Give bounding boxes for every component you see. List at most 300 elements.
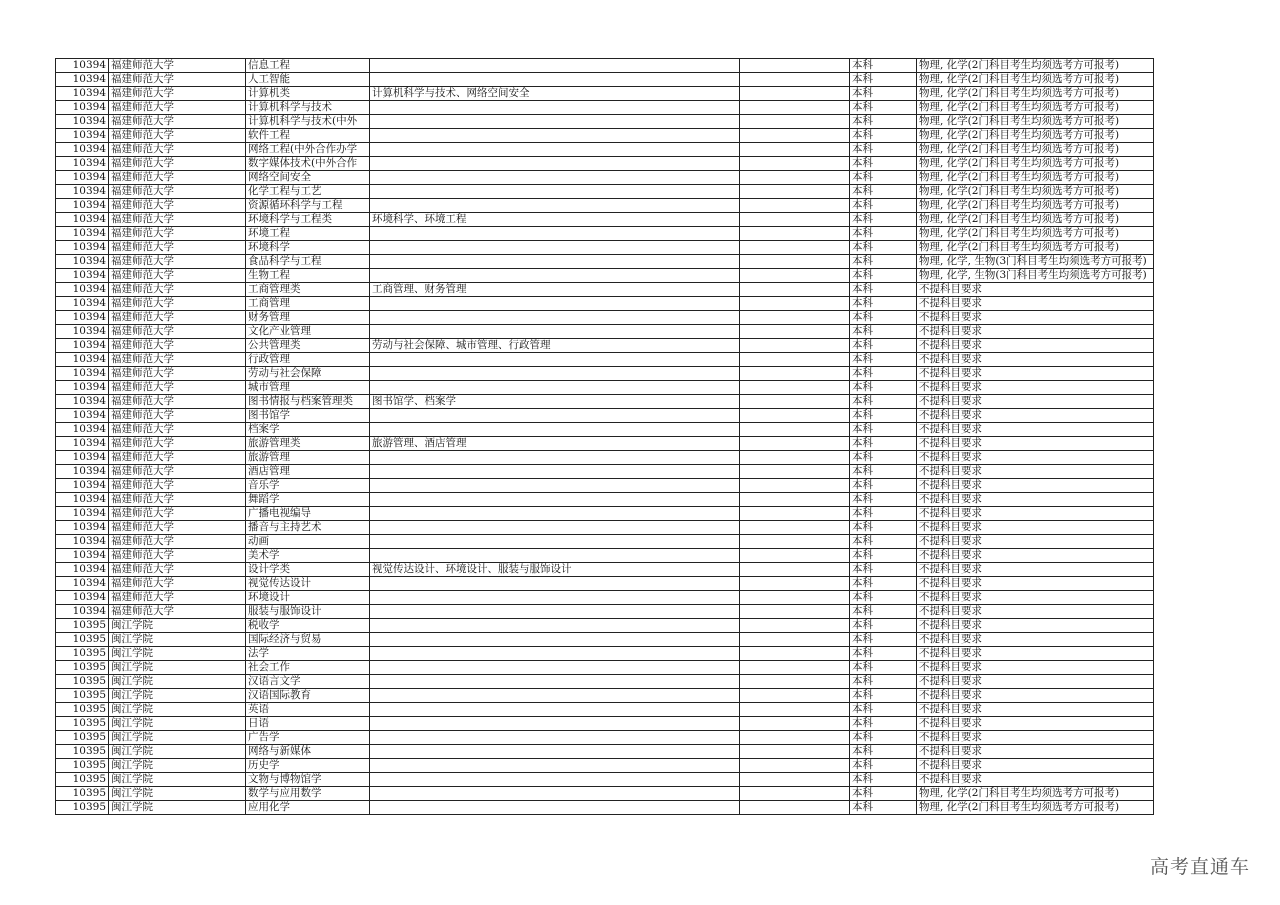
- table-row: [56, 143, 1154, 157]
- major-name-cell: 酒店管理: [246, 465, 370, 479]
- major-name-cell: 计算机科学与技术: [246, 101, 370, 115]
- major-name-cell: 文物与博物馆学: [246, 773, 370, 787]
- school-code-cell: 10394: [56, 591, 109, 605]
- included-majors-cell: [370, 703, 740, 717]
- table-row: [56, 731, 1154, 745]
- level-cell: 本科: [850, 143, 917, 157]
- table-row: [56, 451, 1154, 465]
- major-name-cell: 环境科学: [246, 241, 370, 255]
- level-cell: 本科: [850, 101, 917, 115]
- notes-cell: [740, 339, 850, 353]
- notes-cell: [740, 367, 850, 381]
- included-majors-cell: [370, 521, 740, 535]
- included-majors-cell: [370, 115, 740, 129]
- school-code-cell: 10394: [56, 227, 109, 241]
- school-name-cell: 福建师范大学: [109, 521, 246, 535]
- included-majors-cell: 旅游管理、酒店管理: [370, 437, 740, 451]
- school-code-cell: 10394: [56, 73, 109, 87]
- subject-requirement-cell: 不提科目要求: [917, 311, 1154, 325]
- notes-cell: [740, 521, 850, 535]
- notes-cell: [740, 255, 850, 269]
- table-row: [56, 339, 1154, 353]
- level-cell: 本科: [850, 297, 917, 311]
- table-row: [56, 395, 1154, 409]
- level-cell: 本科: [850, 59, 917, 73]
- subject-requirement-cell: 不提科目要求: [917, 731, 1154, 745]
- included-majors-cell: [370, 605, 740, 619]
- notes-cell: [740, 143, 850, 157]
- notes-cell: [740, 101, 850, 115]
- subject-requirement-cell: 不提科目要求: [917, 759, 1154, 773]
- level-cell: 本科: [850, 227, 917, 241]
- major-name-cell: 汉语国际教育: [246, 689, 370, 703]
- level-cell: 本科: [850, 535, 917, 549]
- major-name-cell: 计算机科学与技术(中外: [246, 115, 370, 129]
- school-name-cell: 福建师范大学: [109, 535, 246, 549]
- included-majors-cell: [370, 199, 740, 213]
- notes-cell: [740, 129, 850, 143]
- included-majors-cell: [370, 591, 740, 605]
- notes-cell: [740, 409, 850, 423]
- notes-cell: [740, 479, 850, 493]
- subject-requirement-cell: 不提科目要求: [917, 437, 1154, 451]
- school-code-cell: 10394: [56, 465, 109, 479]
- notes-cell: [740, 269, 850, 283]
- school-code-cell: 10394: [56, 311, 109, 325]
- school-code-cell: 10394: [56, 129, 109, 143]
- school-code-cell: 10394: [56, 549, 109, 563]
- subject-requirement-cell: 不提科目要求: [917, 423, 1154, 437]
- school-code-cell: 10394: [56, 605, 109, 619]
- school-name-cell: 福建师范大学: [109, 241, 246, 255]
- table-row: [56, 703, 1154, 717]
- major-name-cell: 数学与应用数学: [246, 787, 370, 801]
- notes-cell: [740, 619, 850, 633]
- notes-cell: [740, 437, 850, 451]
- major-name-cell: 环境设计: [246, 591, 370, 605]
- major-name-cell: 播音与主持艺术: [246, 521, 370, 535]
- notes-cell: [740, 199, 850, 213]
- notes-cell: [740, 325, 850, 339]
- included-majors-cell: [370, 171, 740, 185]
- school-name-cell: 闽江学院: [109, 759, 246, 773]
- included-majors-cell: 工商管理、财务管理: [370, 283, 740, 297]
- level-cell: 本科: [850, 87, 917, 101]
- table-row: [56, 563, 1154, 577]
- school-code-cell: 10394: [56, 297, 109, 311]
- school-code-cell: 10394: [56, 59, 109, 73]
- major-name-cell: 设计学类: [246, 563, 370, 577]
- subject-requirement-cell: 物理, 化学(2门科目考生均须选考方可报考): [917, 157, 1154, 171]
- included-majors-cell: [370, 311, 740, 325]
- level-cell: 本科: [850, 633, 917, 647]
- school-name-cell: 福建师范大学: [109, 409, 246, 423]
- school-name-cell: 福建师范大学: [109, 451, 246, 465]
- subject-requirement-cell: 物理, 化学(2门科目考生均须选考方可报考): [917, 129, 1154, 143]
- table-row: [56, 171, 1154, 185]
- school-name-cell: 闽江学院: [109, 675, 246, 689]
- school-name-cell: 福建师范大学: [109, 381, 246, 395]
- level-cell: 本科: [850, 591, 917, 605]
- level-cell: 本科: [850, 353, 917, 367]
- school-code-cell: 10395: [56, 689, 109, 703]
- notes-cell: [740, 157, 850, 171]
- major-name-cell: 劳动与社会保障: [246, 367, 370, 381]
- notes-cell: [740, 115, 850, 129]
- level-cell: 本科: [850, 773, 917, 787]
- subject-requirement-cell: 不提科目要求: [917, 395, 1154, 409]
- school-code-cell: 10395: [56, 703, 109, 717]
- table-row: [56, 773, 1154, 787]
- included-majors-cell: [370, 801, 740, 815]
- subject-requirement-cell: 不提科目要求: [917, 353, 1154, 367]
- subject-requirement-cell: 不提科目要求: [917, 451, 1154, 465]
- subject-requirement-cell: 不提科目要求: [917, 647, 1154, 661]
- notes-cell: [740, 241, 850, 255]
- included-majors-cell: [370, 549, 740, 563]
- school-code-cell: 10395: [56, 801, 109, 815]
- school-code-cell: 10394: [56, 157, 109, 171]
- included-majors-cell: [370, 367, 740, 381]
- subject-requirement-cell: 物理, 化学(2门科目考生均须选考方可报考): [917, 59, 1154, 73]
- notes-cell: [740, 171, 850, 185]
- major-name-cell: 软件工程: [246, 129, 370, 143]
- major-name-cell: 财务管理: [246, 311, 370, 325]
- table-row: [56, 801, 1154, 815]
- school-name-cell: 福建师范大学: [109, 227, 246, 241]
- table-row: [56, 381, 1154, 395]
- subject-requirement-cell: 不提科目要求: [917, 325, 1154, 339]
- notes-cell: [740, 675, 850, 689]
- level-cell: 本科: [850, 479, 917, 493]
- subject-requirement-cell: 不提科目要求: [917, 479, 1154, 493]
- notes-cell: [740, 535, 850, 549]
- school-name-cell: 福建师范大学: [109, 493, 246, 507]
- included-majors-cell: [370, 381, 740, 395]
- major-name-cell: 广播电视编导: [246, 507, 370, 521]
- subject-requirement-cell: 不提科目要求: [917, 549, 1154, 563]
- included-majors-cell: [370, 143, 740, 157]
- level-cell: 本科: [850, 801, 917, 815]
- subject-requirement-cell: 不提科目要求: [917, 283, 1154, 297]
- subject-requirement-cell: 不提科目要求: [917, 339, 1154, 353]
- level-cell: 本科: [850, 437, 917, 451]
- level-cell: 本科: [850, 311, 917, 325]
- table-row: [56, 227, 1154, 241]
- school-code-cell: 10394: [56, 185, 109, 199]
- notes-cell: [740, 801, 850, 815]
- included-majors-cell: [370, 241, 740, 255]
- included-majors-cell: [370, 451, 740, 465]
- school-code-cell: 10394: [56, 101, 109, 115]
- major-name-cell: 社会工作: [246, 661, 370, 675]
- subject-requirement-cell: 不提科目要求: [917, 367, 1154, 381]
- included-majors-cell: 图书馆学、档案学: [370, 395, 740, 409]
- level-cell: 本科: [850, 409, 917, 423]
- notes-cell: [740, 59, 850, 73]
- major-name-cell: 日语: [246, 717, 370, 731]
- level-cell: 本科: [850, 703, 917, 717]
- table-row: [56, 73, 1154, 87]
- level-cell: 本科: [850, 241, 917, 255]
- included-majors-cell: [370, 325, 740, 339]
- school-code-cell: 10395: [56, 717, 109, 731]
- table-row: [56, 115, 1154, 129]
- notes-cell: [740, 227, 850, 241]
- school-code-cell: 10394: [56, 171, 109, 185]
- included-majors-cell: [370, 731, 740, 745]
- included-majors-cell: 劳动与社会保障、城市管理、行政管理: [370, 339, 740, 353]
- school-code-cell: 10394: [56, 507, 109, 521]
- school-code-cell: 10395: [56, 619, 109, 633]
- school-code-cell: 10395: [56, 731, 109, 745]
- included-majors-cell: [370, 73, 740, 87]
- school-name-cell: 福建师范大学: [109, 143, 246, 157]
- notes-cell: [740, 773, 850, 787]
- school-name-cell: 福建师范大学: [109, 59, 246, 73]
- level-cell: 本科: [850, 689, 917, 703]
- school-code-cell: 10394: [56, 241, 109, 255]
- school-code-cell: 10394: [56, 577, 109, 591]
- major-name-cell: 计算机类: [246, 87, 370, 101]
- subject-requirement-cell: 物理, 化学, 生物(3门科目考生均须选考方可报考): [917, 255, 1154, 269]
- subject-requirements-table: [55, 58, 1154, 815]
- included-majors-cell: [370, 297, 740, 311]
- notes-cell: [740, 451, 850, 465]
- major-name-cell: 文化产业管理: [246, 325, 370, 339]
- table-row: [56, 255, 1154, 269]
- school-name-cell: 福建师范大学: [109, 283, 246, 297]
- school-code-cell: 10394: [56, 381, 109, 395]
- included-majors-cell: [370, 493, 740, 507]
- included-majors-cell: [370, 773, 740, 787]
- included-majors-cell: [370, 157, 740, 171]
- subject-requirement-cell: 物理, 化学(2门科目考生均须选考方可报考): [917, 787, 1154, 801]
- major-name-cell: 服装与服饰设计: [246, 605, 370, 619]
- table-row: [56, 325, 1154, 339]
- level-cell: 本科: [850, 717, 917, 731]
- school-code-cell: 10394: [56, 283, 109, 297]
- included-majors-cell: 环境科学、环境工程: [370, 213, 740, 227]
- table-row: [56, 605, 1154, 619]
- school-name-cell: 闽江学院: [109, 689, 246, 703]
- table-row: [56, 479, 1154, 493]
- notes-cell: [740, 689, 850, 703]
- major-name-cell: 工商管理类: [246, 283, 370, 297]
- included-majors-cell: [370, 787, 740, 801]
- level-cell: 本科: [850, 675, 917, 689]
- school-code-cell: 10395: [56, 745, 109, 759]
- level-cell: 本科: [850, 493, 917, 507]
- major-name-cell: 广告学: [246, 731, 370, 745]
- table-row: [56, 269, 1154, 283]
- major-name-cell: 动画: [246, 535, 370, 549]
- table-row: [56, 213, 1154, 227]
- table-row: [56, 633, 1154, 647]
- level-cell: 本科: [850, 605, 917, 619]
- subject-requirement-cell: 物理, 化学(2门科目考生均须选考方可报考): [917, 115, 1154, 129]
- subject-requirement-cell: 不提科目要求: [917, 675, 1154, 689]
- table-row: [56, 59, 1154, 73]
- level-cell: 本科: [850, 451, 917, 465]
- school-name-cell: 福建师范大学: [109, 185, 246, 199]
- notes-cell: [740, 549, 850, 563]
- table-row: [56, 689, 1154, 703]
- major-name-cell: 城市管理: [246, 381, 370, 395]
- included-majors-cell: [370, 577, 740, 591]
- subject-requirement-cell: 物理, 化学(2门科目考生均须选考方可报考): [917, 801, 1154, 815]
- notes-cell: [740, 647, 850, 661]
- school-code-cell: 10395: [56, 661, 109, 675]
- level-cell: 本科: [850, 157, 917, 171]
- school-name-cell: 福建师范大学: [109, 577, 246, 591]
- notes-cell: [740, 381, 850, 395]
- subject-requirement-cell: 不提科目要求: [917, 689, 1154, 703]
- table-row: [56, 409, 1154, 423]
- school-code-cell: 10394: [56, 493, 109, 507]
- major-name-cell: 美术学: [246, 549, 370, 563]
- notes-cell: [740, 731, 850, 745]
- major-name-cell: 舞蹈学: [246, 493, 370, 507]
- level-cell: 本科: [850, 269, 917, 283]
- subject-requirement-cell: 物理, 化学(2门科目考生均须选考方可报考): [917, 213, 1154, 227]
- major-name-cell: 行政管理: [246, 353, 370, 367]
- included-majors-cell: [370, 717, 740, 731]
- school-name-cell: 闽江学院: [109, 801, 246, 815]
- school-code-cell: 10394: [56, 339, 109, 353]
- subject-requirement-cell: 物理, 化学(2门科目考生均须选考方可报考): [917, 87, 1154, 101]
- level-cell: 本科: [850, 381, 917, 395]
- school-name-cell: 福建师范大学: [109, 325, 246, 339]
- notes-cell: [740, 353, 850, 367]
- notes-cell: [740, 493, 850, 507]
- major-name-cell: 网络空间安全: [246, 171, 370, 185]
- major-name-cell: 化学工程与工艺: [246, 185, 370, 199]
- level-cell: 本科: [850, 423, 917, 437]
- school-code-cell: 10395: [56, 647, 109, 661]
- major-name-cell: 历史学: [246, 759, 370, 773]
- included-majors-cell: [370, 255, 740, 269]
- included-majors-cell: [370, 619, 740, 633]
- included-majors-cell: 视觉传达设计、环境设计、服装与服饰设计: [370, 563, 740, 577]
- table-row: [56, 661, 1154, 675]
- level-cell: 本科: [850, 395, 917, 409]
- level-cell: 本科: [850, 73, 917, 87]
- subject-requirement-cell: 不提科目要求: [917, 465, 1154, 479]
- major-name-cell: 图书馆学: [246, 409, 370, 423]
- table-row: [56, 101, 1154, 115]
- table-row: [56, 507, 1154, 521]
- table-row: [56, 283, 1154, 297]
- table-row: [56, 493, 1154, 507]
- level-cell: 本科: [850, 521, 917, 535]
- school-name-cell: 福建师范大学: [109, 437, 246, 451]
- major-name-cell: 环境科学与工程类: [246, 213, 370, 227]
- subject-requirement-cell: 物理, 化学(2门科目考生均须选考方可报考): [917, 101, 1154, 115]
- notes-cell: [740, 577, 850, 591]
- table-row: [56, 549, 1154, 563]
- notes-cell: [740, 591, 850, 605]
- school-code-cell: 10394: [56, 409, 109, 423]
- included-majors-cell: [370, 745, 740, 759]
- table-row: [56, 297, 1154, 311]
- included-majors-cell: [370, 101, 740, 115]
- table-row: [56, 353, 1154, 367]
- major-name-cell: 图书情报与档案管理类: [246, 395, 370, 409]
- school-name-cell: 闽江学院: [109, 773, 246, 787]
- subject-requirement-cell: 不提科目要求: [917, 409, 1154, 423]
- level-cell: 本科: [850, 283, 917, 297]
- subject-requirement-cell: 不提科目要求: [917, 703, 1154, 717]
- table-row: [56, 129, 1154, 143]
- subject-requirement-cell: 不提科目要求: [917, 521, 1154, 535]
- school-name-cell: 福建师范大学: [109, 157, 246, 171]
- table-row: [56, 185, 1154, 199]
- table-row: [56, 647, 1154, 661]
- included-majors-cell: [370, 409, 740, 423]
- subject-requirement-cell: 不提科目要求: [917, 507, 1154, 521]
- major-name-cell: 信息工程: [246, 59, 370, 73]
- level-cell: 本科: [850, 563, 917, 577]
- level-cell: 本科: [850, 507, 917, 521]
- subject-requirement-cell: 不提科目要求: [917, 773, 1154, 787]
- level-cell: 本科: [850, 199, 917, 213]
- level-cell: 本科: [850, 745, 917, 759]
- school-code-cell: 10394: [56, 423, 109, 437]
- level-cell: 本科: [850, 255, 917, 269]
- school-name-cell: 福建师范大学: [109, 395, 246, 409]
- school-name-cell: 福建师范大学: [109, 213, 246, 227]
- school-name-cell: 闽江学院: [109, 633, 246, 647]
- school-name-cell: 福建师范大学: [109, 367, 246, 381]
- level-cell: 本科: [850, 619, 917, 633]
- subject-requirement-cell: 不提科目要求: [917, 605, 1154, 619]
- level-cell: 本科: [850, 339, 917, 353]
- school-name-cell: 闽江学院: [109, 619, 246, 633]
- notes-cell: [740, 283, 850, 297]
- subject-requirement-cell: 物理, 化学(2门科目考生均须选考方可报考): [917, 241, 1154, 255]
- level-cell: 本科: [850, 171, 917, 185]
- notes-cell: [740, 297, 850, 311]
- notes-cell: [740, 465, 850, 479]
- subject-requirement-cell: 不提科目要求: [917, 381, 1154, 395]
- notes-cell: [740, 507, 850, 521]
- table-row: [56, 367, 1154, 381]
- level-cell: 本科: [850, 185, 917, 199]
- major-name-cell: 网络工程(中外合作办学: [246, 143, 370, 157]
- level-cell: 本科: [850, 731, 917, 745]
- table-row: [56, 437, 1154, 451]
- notes-cell: [740, 759, 850, 773]
- subject-requirement-cell: 物理, 化学(2门科目考生均须选考方可报考): [917, 171, 1154, 185]
- table-row: [56, 423, 1154, 437]
- level-cell: 本科: [850, 115, 917, 129]
- school-name-cell: 福建师范大学: [109, 311, 246, 325]
- major-name-cell: 音乐学: [246, 479, 370, 493]
- school-code-cell: 10394: [56, 437, 109, 451]
- school-name-cell: 闽江学院: [109, 717, 246, 731]
- subject-requirement-cell: 物理, 化学(2门科目考生均须选考方可报考): [917, 143, 1154, 157]
- major-name-cell: 环境工程: [246, 227, 370, 241]
- included-majors-cell: [370, 675, 740, 689]
- school-code-cell: 10394: [56, 367, 109, 381]
- school-code-cell: 10394: [56, 199, 109, 213]
- major-name-cell: 旅游管理: [246, 451, 370, 465]
- subject-requirement-cell: 不提科目要求: [917, 297, 1154, 311]
- level-cell: 本科: [850, 787, 917, 801]
- major-name-cell: 国际经济与贸易: [246, 633, 370, 647]
- notes-cell: [740, 633, 850, 647]
